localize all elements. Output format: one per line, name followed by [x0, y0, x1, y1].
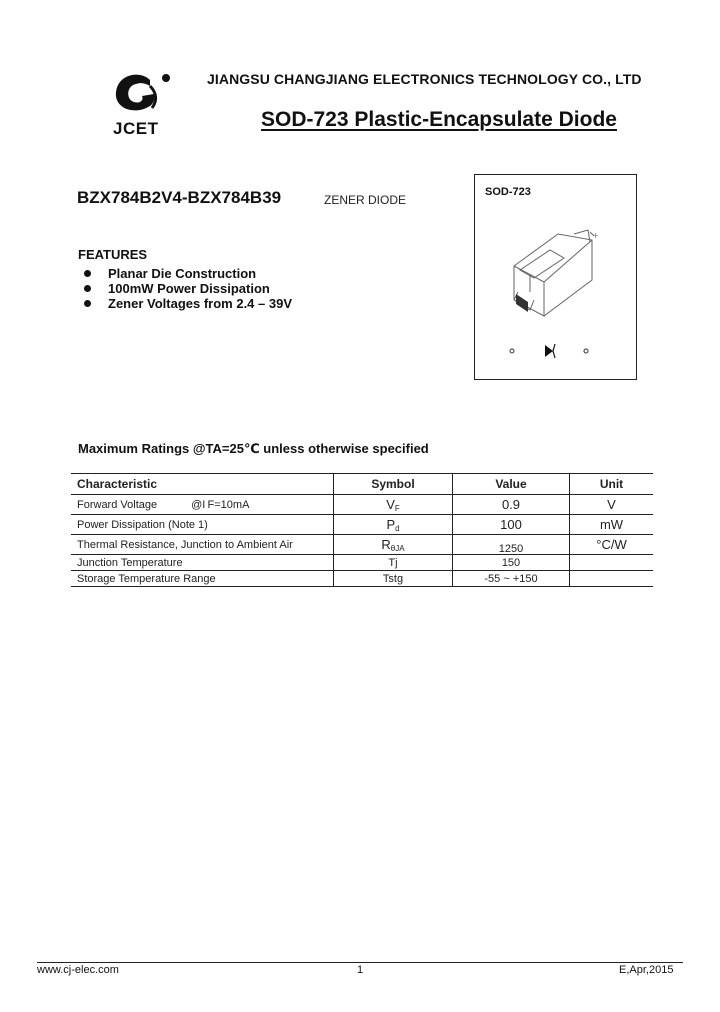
table-row: Forward Voltage @I F=10mA $V_F$ 0.9 V [71, 495, 653, 515]
list-item: Zener Voltages from 2.4 – 39V [82, 296, 292, 311]
svg-text:+: + [592, 231, 599, 240]
features-list [82, 266, 292, 311]
company-name: JIANGSU CHANGJIANG ELECTRONICS TECHNOLOGY CO., LTD [207, 71, 642, 87]
column-header: Unit [570, 474, 654, 495]
table-row: Storage Temperature Range Tstg -55 ~ +150 [71, 571, 653, 587]
column-header: Characteristic [71, 474, 334, 495]
ratings-table [71, 473, 653, 587]
list-item: 100mW Power Dissipation [82, 281, 292, 296]
bullet-icon [84, 285, 91, 292]
column-header: Symbol [334, 474, 453, 495]
table-header-row [71, 474, 653, 495]
ratings-heading: Maximum Ratings @TA=25℃ unless otherwise specified [78, 441, 429, 456]
features-heading: FEATURES [78, 247, 148, 262]
table-row: Power Dissipation (Note 1) $P_d$ 100 mW [71, 515, 653, 535]
footer-date: E,Apr,2015 [619, 964, 674, 976]
logo-text: JCET [113, 119, 159, 138]
footer-divider [37, 962, 683, 963]
package-title: SOD-723 [485, 186, 531, 198]
diode-symbol-icon [505, 340, 595, 362]
footer-website: www.cj-elec.com [37, 964, 119, 976]
list-item: Planar Die Construction [82, 266, 292, 281]
bullet-icon [84, 270, 91, 277]
part-number: BZX784B2V4-BZX784B39 [77, 188, 282, 207]
table-row: Junction Temperature Tj 150 [71, 555, 653, 571]
column-header: Value [453, 474, 570, 495]
jcet-logo-icon [110, 68, 174, 120]
table-row: Thermal Resistance, Junction to Ambient Air $R_{\theta JA}$ 1250 °C/W [71, 535, 653, 555]
page-number: 1 [357, 964, 364, 976]
part-type: ZENER DIODE [324, 193, 407, 207]
page-title: SOD-723 Plastic-Encapsulate Diode [261, 108, 617, 131]
package-drawing-icon [500, 220, 610, 330]
bullet-icon [84, 300, 91, 307]
